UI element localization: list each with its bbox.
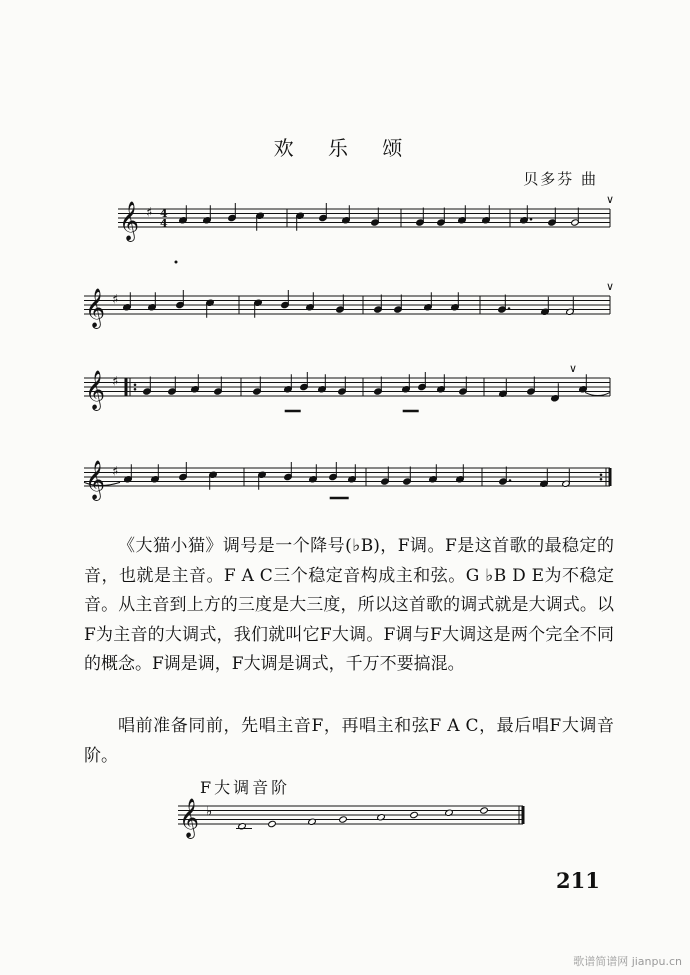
breath-mark: ∨ [569,362,578,375]
time-signature-top: 4 [160,207,168,220]
instruction-paragraph: 唱前准备同前，先唱主音F，再唱主和弦F A C，最后唱F大调音阶。 [84,716,614,766]
treble-clef-icon: 𝄞 [85,460,106,500]
explanation-paragraph: 《大猫小猫》调号是一个降号(♭B)，F调。F是这首歌的最稳定的音，也就是主音。F A C三个稳定音构成主和弦。G ♭B D E为不稳定音。从主音到上方的三度是大三度，所以这首歌的调式就是大调式。以F为主音的大调式，我们就叫它F大调。F调与F大调这是两个完全不同的概念。F调是调，F大调是调式，千万不要搞混。 [84,536,614,675]
song-title: 欢 乐 颂 [273,136,417,160]
treble-clef-icon: 𝄞 [85,288,106,328]
note-dot [509,479,512,482]
half-note [480,807,489,814]
composer-credit: 贝多芬 曲 [523,170,598,188]
sharp-icon: ♯ [112,464,119,480]
half-note [268,820,277,827]
watermark: 歌谱简谱网 jianpu.cn [573,955,682,968]
breath-mark: ∨ [606,280,615,293]
sharp-icon: ♯ [112,292,119,308]
sharp-icon: ♯ [112,374,119,390]
treble-clef-icon: 𝄞 [119,201,140,241]
treble-clef-icon: 𝄞 [179,798,200,838]
repeat-dot [134,383,137,386]
repeat-dot [600,473,603,476]
page-number: 211 [556,868,600,893]
repeat-dot [134,388,137,391]
print-speck [175,261,178,264]
repeat-dot [600,478,603,481]
flat-icon: ♭ [206,804,213,820]
note-dot [508,307,511,310]
note-dot [530,218,533,221]
treble-clef-icon: 𝄞 [85,370,106,410]
half-note [339,816,348,823]
sharp-icon: ♯ [146,205,153,221]
time-signature-bottom: 4 [160,217,168,230]
breath-mark: ∨ [606,193,615,206]
tie [585,392,610,395]
half-note [410,811,419,818]
scale-label: F大调音阶 [200,778,291,797]
